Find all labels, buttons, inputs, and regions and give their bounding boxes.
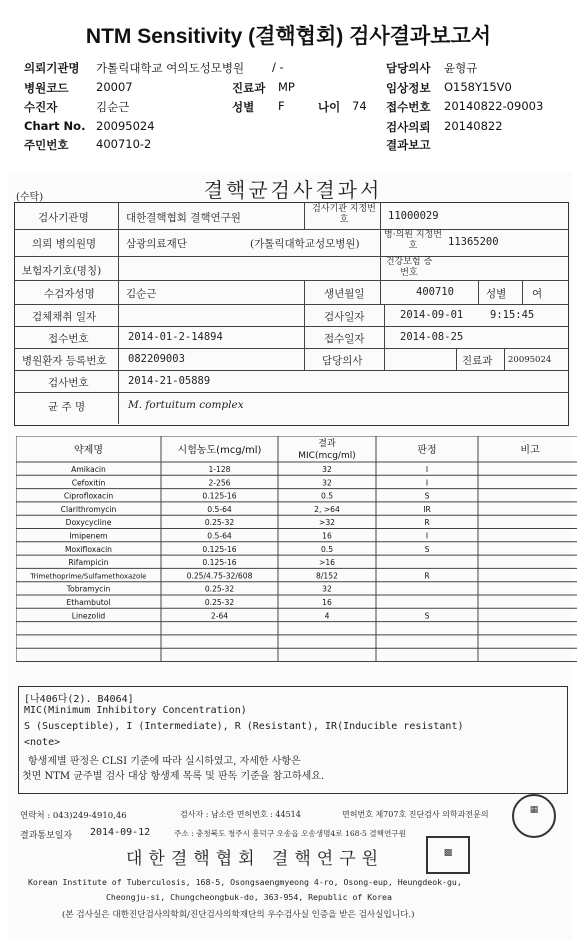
value-department: MP [278,80,295,94]
receipt-no-label: 접수번호 [48,333,89,345]
scanned-report [8,172,572,940]
table-cell: 0.25-32 [204,584,235,594]
label-patient: 수진자 [24,100,58,114]
table-cell: 2-256 [208,478,231,488]
table-header-cell: 비고 [520,445,540,456]
scan-title: 결핵균검사결과서 [203,178,383,202]
hosp-id-label: 병·의원 지정번호 [384,230,442,251]
table-header-cell: 약제명 [74,445,103,456]
footer-license: 면허번호 제707호 진단검사 의학과전문의 [342,810,489,819]
table-cell: Doxycycline [65,518,112,528]
patient-name-value: 김순근 [126,288,157,300]
footer-org-en-2: Cheongju-si, Chungcheongbuk-do, 363-954, Republic of Korea [106,892,392,902]
dob-value: 400710 [416,286,454,298]
dob-label: 생년월일 [324,288,365,300]
table-cell: 0.5 [320,544,334,554]
note-line-3: <note> [24,737,61,748]
collect-date-label: 검체채취 일자 [32,311,97,323]
label-resident-no: 주민번호 [24,138,69,152]
sex-value: 여 [532,288,543,300]
table-cell: 0.5-64 [207,504,232,514]
lab-label: 검사기관명 [38,212,89,224]
label-requester: 의뢰기관명 [24,61,80,75]
value-hospital-code: 20007 [96,80,133,94]
req-hospital-value: 삼광의료재단 [126,238,187,250]
table-header-cell: MIC(mcg/ml) [298,451,356,461]
table-cell: Rifampicin [68,558,109,568]
label-result-report: 결과보고 [386,138,431,152]
value-doctor: 윤형규 [444,61,478,75]
label-doctor: 담당의사 [386,61,431,75]
label-clinical-info: 임상정보 [386,81,431,95]
req-hospital-label: 의뢰 병의원명 [32,238,97,250]
square-seal: ▩ [426,836,470,874]
footer-tester: 검사자 : 남소란 면허번호 : 44514 [180,810,301,819]
table-cell: S [424,544,430,554]
value-requester: 가톨릭대학교 여의도성모병원 [96,61,245,75]
table-cell: 0.5 [320,491,334,501]
label-department: 진료과 [232,81,266,95]
test-time-value: 9:15:45 [490,309,535,321]
table-header-cell: 판정 [417,445,437,456]
table-cell: 0.25/4.75-32/608 [186,571,253,581]
value-age: 74 [352,99,367,113]
table-cell: 0.5-64 [207,531,232,541]
organism-value: M. fortuitum complex [128,399,244,411]
table-cell: IR [423,504,431,514]
table-cell: Trimethoprime/Sulfamethoxazole [30,572,147,581]
table-cell: 1-128 [208,465,231,474]
value-patient: 김순근 [96,100,130,114]
form-tag: (수탁) [16,192,44,203]
footer-tel: 연락처 : 043)249-4910,46 [20,811,127,821]
table-cell: 0.25-32 [204,598,235,607]
footer-org-kr: 대한결핵협회 결핵연구원 [126,849,385,869]
sex-label: 성별 [486,288,507,300]
table-cell: 0.125-16 [202,558,237,568]
ins-card-label: 건강보험 증번호 [385,257,433,278]
value-requester-dept: / - [272,60,284,74]
table-header-cell: 결과 [318,439,336,449]
test-no-value: 2014-21-05889 [128,375,211,387]
table-cell: Imipenem [69,531,108,541]
value-sex: F [278,99,285,113]
table-cell: 8/152 [316,571,338,581]
note-line-4: 항생제별 판정은 CLSI 기준에 따라 실시하였고, 자세한 사항은 [28,756,301,767]
table-cell: 32 [322,465,332,474]
footer-report-date: 2014-09-12 [90,827,151,838]
value-request-date: 20140822 [444,119,503,133]
req-hospital-sub: (가톨릭대학교성모병원) [250,238,360,250]
test-date-value: 2014-09-01 [400,309,464,321]
table-cell: Clarithromycin [60,504,117,514]
test-date-label: 검사일자 [324,311,365,323]
value-chart-no: 20095024 [96,119,155,133]
label-hospital-code: 병원코드 [24,81,69,95]
note-line-2: S (Susceptible), I (Intermediate), R (Resistant), IR(Inducible resistant) [24,721,464,732]
table-header-cell: 시험농도(mcg/ml) [177,445,262,456]
organism-label: 균 주 명 [48,401,86,413]
table-cell: 16 [322,598,332,607]
table-cell: 0.25-32 [204,518,235,528]
table-cell: >16 [318,558,336,568]
test-no-label: 검사번호 [48,377,89,389]
table-cell: Cefoxitin [71,478,106,488]
lab-id-label: 검사기관 지정번호 [312,204,376,225]
lab-value: 대한결핵협회 결핵연구원 [126,212,241,224]
table-cell: 32 [322,478,332,488]
table-cell: 2-64 [210,611,229,621]
label-accession: 접수번호 [386,100,431,114]
table-cell: 0.125-16 [202,544,237,554]
report-title: NTM Sensitivity (결핵협회) 검사결과보고서 [85,25,492,48]
table-cell: 0.125-16 [202,491,237,501]
label-sex: 성별 [232,100,255,114]
note-line-5: 첫면 NTM 균주별 검사 대상 항생제 목록 및 판독 기준을 참고하세요. [22,771,325,782]
table-cell: 16 [322,531,332,541]
table-cell: I [425,465,429,474]
footer-address: 주소 : 충청북도 청주시 흥덕구 오송읍 오송생명4로 168-5 결핵연구원 [174,829,406,838]
table-cell: Ethambutol [66,598,111,607]
dept-label: 진료과 [462,355,493,367]
table-cell: Linezolid [71,611,106,621]
receipt-date-value: 2014-08-25 [400,331,464,343]
note-line-0: [나406다(2). B4064] [24,694,134,705]
table-cell: Tobramycin [66,584,111,594]
reg-no-value: 082209003 [128,353,185,365]
note-line-1: MIC(Minimum Inhibitory Concentration) [24,705,247,716]
table-cell: S [424,611,430,621]
receipt-no-value: 2014-01-2-14894 [128,331,223,343]
insurer-label: 보험자기호(명칭) [22,265,102,277]
footer-cert: (본 검사실은 대한진단검사의학회/진단검사의학재단의 우수검사실 인증을 받은 검사실입니다.) [62,910,415,920]
table-cell: Ciprofloxacin [63,491,114,501]
receipt-date-label: 접수일자 [324,333,365,345]
reg-no-label: 병원환자 등록번호 [22,355,107,367]
patient-name-label: 수검자성명 [44,288,95,300]
table-cell: R [424,518,430,528]
attending-label: 담당의사 [322,355,363,367]
table-cell: 32 [322,584,332,594]
label-chart-no: Chart No. [24,119,86,133]
dept-value: 20095024 [508,355,552,365]
table-cell: 2, >64 [314,504,340,514]
table-cell: I [425,531,429,541]
round-seal: ▦ [512,794,556,838]
label-age: 나이 [318,100,341,114]
hosp-id-value: 11365200 [448,236,499,248]
table-cell: 4 [324,611,330,621]
footer-report-date-label: 결과통보일자 [20,831,73,841]
footer-org-en-1: Korean Institute of Tuberculosis, 168-5, Osongsaengmyeong 4-ro, Osong-eup, Heungdeok-gu, [28,877,462,887]
value-resident-no: 400710-2 [96,137,152,151]
value-accession: 20140822-09003 [444,99,544,113]
table-cell: R [424,571,430,581]
table-cell: Amikacin [71,465,106,474]
table-cell: S [424,491,430,501]
table-cell: I [425,478,429,488]
lab-id-value: 11000029 [388,210,439,222]
table-cell: Moxifloxacin [64,544,113,554]
label-request-date: 검사의뢰 [386,120,431,134]
value-clinical-info: O158Y15V0 [444,80,512,94]
table-cell: >32 [318,518,336,528]
susceptibility-table [16,436,577,662]
table-grid [16,436,577,664]
